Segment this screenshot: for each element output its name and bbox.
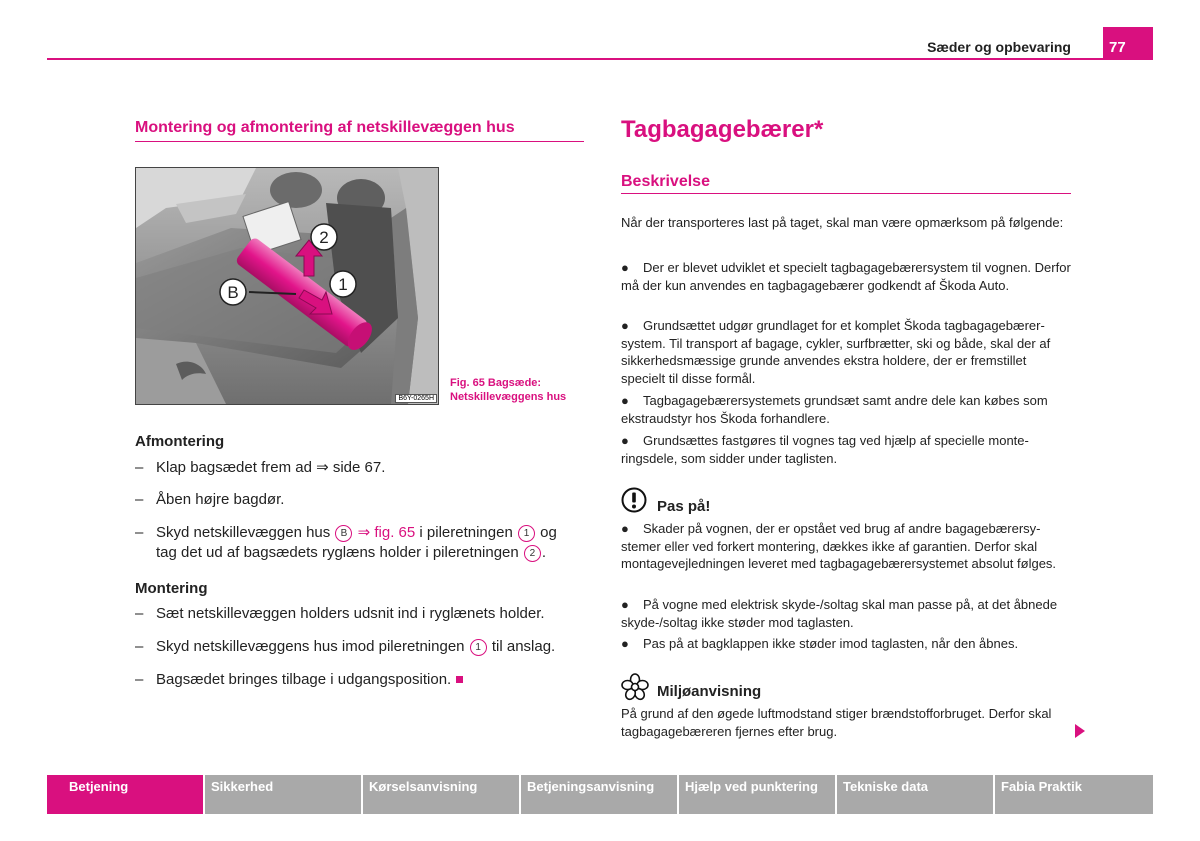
section-rule (135, 141, 584, 142)
bullet-item (621, 259, 1073, 294)
footer-tab-fabia-praktik[interactable]: Fabia Praktik (995, 775, 1153, 814)
callout-1: 1 (338, 275, 348, 294)
bullet-glyph: ● (621, 393, 629, 408)
step-dash: – (135, 459, 144, 476)
badge-b: B (335, 525, 352, 542)
step-text: Sæt netskillevæggen holders udsnit ind i ryglænets holder. (156, 605, 545, 622)
warning-icon (621, 487, 647, 513)
step-text (156, 523, 595, 563)
step-text-part: . (541, 544, 547, 561)
step-dash: – (135, 638, 144, 655)
chapter-title: Tagbagagebærer* (621, 116, 824, 143)
figure-caption (450, 376, 590, 404)
subsection-title: Beskrivelse (621, 173, 710, 190)
warning-text: På vogne med elektrisk skyde-/soltag skal man passe på, at det åbnede skyde-/soltag ikke støder mod taglasten. (621, 597, 1058, 630)
bullet-glyph: ● (621, 636, 629, 651)
step-dash: – (135, 671, 144, 688)
environment-title: Miljøanvisning (657, 683, 762, 700)
bullet-text: Der er blevet udviklet et specielt tagbagagebærersystem til vognen. Derfor må der kun anvendes en tagbagagebærer godkendt af Škoda Auto. (621, 260, 1071, 293)
afmontering-heading: Afmontering (135, 433, 225, 450)
step-text-part: Bagsædet bringes tilbage i udgangsposition. (156, 671, 452, 688)
badge-1: 1 (470, 639, 487, 656)
figure-code: B6Y-0265H (395, 394, 437, 403)
warning-text: Pas på at bagklappen ikke støder imod taglasten, når den åbnes. (643, 636, 1019, 651)
rear-seat-illustration (136, 168, 438, 404)
bullet-glyph: ● (621, 260, 629, 275)
running-header-title: Sæder og opbevaring (927, 39, 1071, 55)
bullet-glyph: ● (621, 597, 629, 612)
montering-step-2 (135, 637, 595, 657)
step-text-part: tag det ud af bagsædets ryglæns holder i pileretningen (156, 544, 519, 561)
page-number: 77 (1103, 27, 1153, 60)
warning-item (621, 635, 1073, 653)
footer-tab-tekniske-data[interactable]: Tekniske data (837, 775, 993, 814)
footer-tab-korselsanvisning[interactable]: Kørselsanvisning (363, 775, 519, 814)
footer-tab-betjening[interactable]: Betjening (47, 775, 203, 814)
bullet-glyph: ● (621, 318, 629, 333)
bullet-text: Grundsættet udgør grundlaget for et komplet Škoda tagbagagebærer-system. Til transport af bagage, cykler, surfbrætter, ski og både, skal der af sikkerhedsmæssige grunde anvendes ekstra holdere, der er fremstillet specielt til disse formål. (621, 318, 1051, 386)
footer-tab-hjaelp-ved-punktering[interactable]: Hjælp ved punktering (679, 775, 835, 814)
warning-item (621, 520, 1073, 573)
step-text-part: til anslag. (491, 638, 556, 655)
step-text: Klap bagsædet frem ad ⇒ side 67. (156, 459, 386, 476)
callout-2: 2 (319, 228, 329, 247)
step-text-part: Skyd netskillevæggen hus (156, 524, 331, 541)
figure-reference-link[interactable]: ⇒ fig. 65 (357, 524, 416, 541)
intro-paragraph: Når der transporteres last på taget, skal man være opmærksom på følgende: (621, 215, 1064, 230)
header-rule (47, 58, 1153, 60)
footer-tab-betjeningsanvisning[interactable]: Betjeningsanvisning (521, 775, 677, 814)
afmontering-step-2 (135, 490, 595, 510)
step-dash: – (135, 605, 144, 622)
step-text (156, 637, 595, 657)
badge-2: 2 (524, 545, 541, 562)
subsection-rule (621, 193, 1071, 194)
montering-step-1 (135, 604, 595, 624)
bullet-item (621, 392, 1073, 427)
step-text-part: Skyd netskillevæggens hus imod pileretningen (156, 638, 465, 655)
caption-line-2: Netskillevæggens hus (450, 391, 567, 403)
bullet-glyph: ● (621, 521, 629, 536)
section-title: Montering og afmontering af netskillevæggen hus (135, 119, 515, 136)
step-dash: – (135, 491, 144, 508)
caption-line-1: Fig. 65 Bagsæde: (450, 377, 542, 389)
step-dash: – (135, 524, 144, 541)
figure-rear-seat (135, 167, 439, 405)
afmontering-step-1 (135, 458, 595, 478)
montering-step-3 (135, 670, 595, 690)
step-text-part: i pileretningen (419, 524, 513, 541)
callout-b: B (227, 283, 239, 302)
montering-heading: Montering (135, 580, 208, 597)
bullet-item (621, 432, 1073, 467)
step-text (156, 670, 595, 690)
warning-title: Pas på! (657, 498, 711, 515)
end-of-section-mark (456, 676, 463, 683)
warning-item (621, 596, 1073, 631)
bullet-glyph: ● (621, 433, 629, 448)
step-text: Åben højre bagdør. (156, 491, 285, 508)
step-text-part: og (540, 524, 557, 541)
badge-1: 1 (518, 525, 535, 542)
warning-text: Skader på vognen, der er opstået ved brug af andre bagagebærersy-stemer eller ved forkert montering, dækkes ikke af garantien. Derfor skal montagevejledningen leveret med tagbagagebærersystemet absolut følges. (621, 521, 1057, 571)
flower-environment-icon (621, 673, 649, 701)
environment-text: På grund af den øgede luftmodstand stiger brændstofforbruget. Derfor skal tagbagagebæreren fjernes efter brug. (621, 706, 1052, 739)
afmontering-step-3 (135, 523, 595, 563)
next-page-arrow-icon[interactable] (1075, 724, 1085, 738)
footer-tab-sikkerhed[interactable]: Sikkerhed (205, 775, 361, 814)
bullet-text: Grundsættes fastgøres til vognes tag ved hjælp af specielle monte-ringsdele, som sidder under taglisten. (621, 433, 1029, 466)
bullet-item (621, 317, 1073, 387)
bullet-text: Tagbagagebærersystemets grundsæt samt andre dele kan købes som ekstraudstyr hos Škoda forhandlere. (621, 393, 1048, 426)
